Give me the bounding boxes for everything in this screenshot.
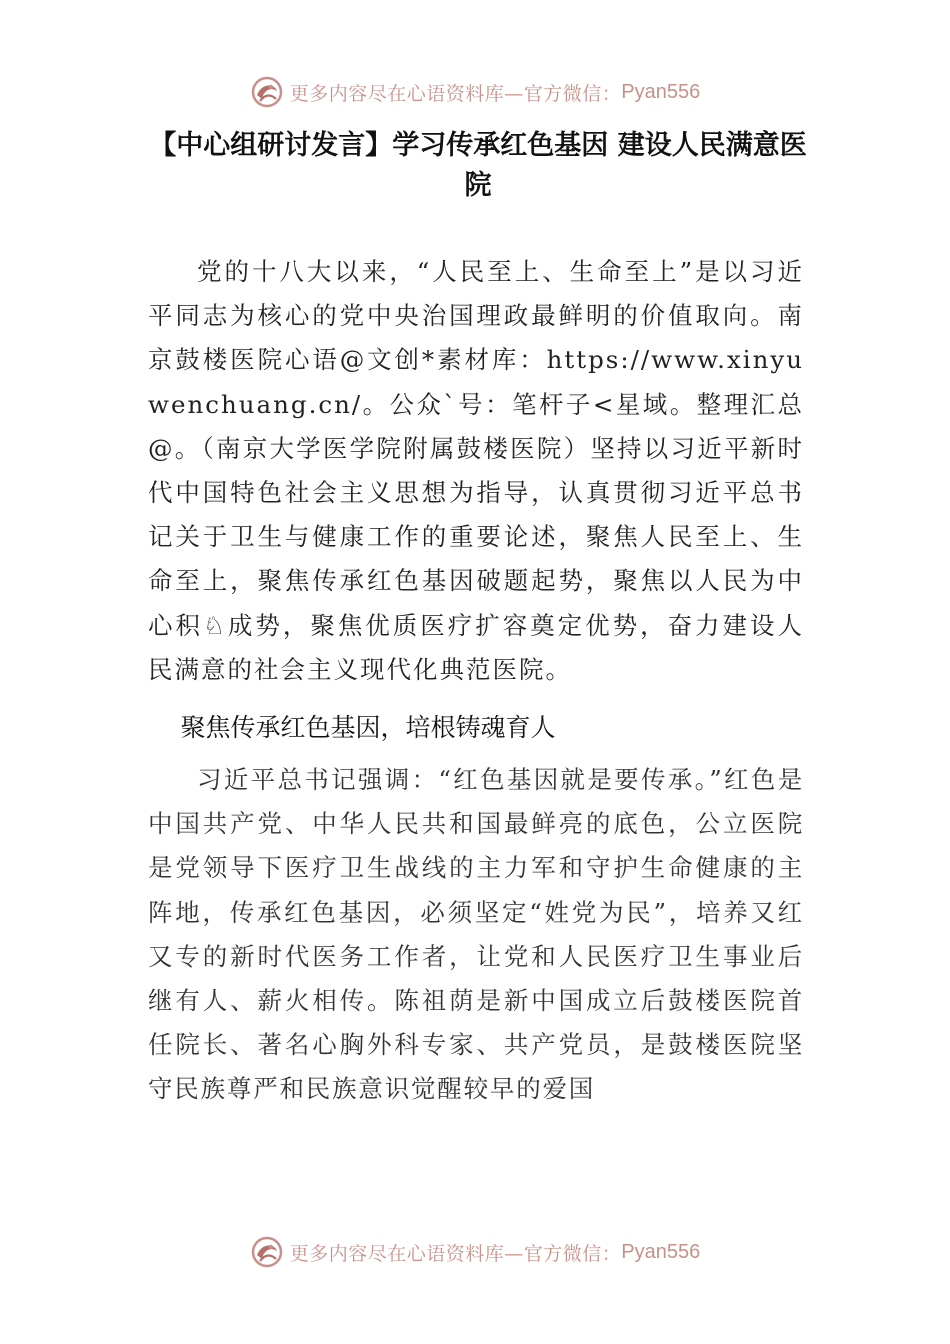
section-heading: 聚焦传承红色基因，培根铸魂育人	[180, 713, 556, 743]
section-paragraph: 习近平总书记强调：“红色基因就是要传承。”红色是中国共产党、中华人民共和国最鲜亮的底色，公立医院是党领导下医疗卫生战线的主力军和守护生命健康的主阵地，传承红色基因，必须坚定“姓党为民”，培养又红又专的新时代医务工作者，让党和人民医疗卫生事业后继有人、薪火相传。陈祖荫是新中国成立后鼓楼医院首任院长、著名心胸外科专家、共产党员，是鼓楼医院坚守民族尊严和民族意识觉醒较早的爱国	[148, 765, 804, 1104]
watermark-text: 更多内容尽在心语资料库—官方微信：	[289, 1242, 622, 1265]
header-watermark	[0, 72, 950, 112]
watermark-text: 更多内容尽在心语资料库—官方微信：	[289, 82, 622, 105]
document-title: 【中心组研讨发言】学习传承红色基因 建设人民满意医院	[149, 130, 807, 201]
swirl-logo-icon	[250, 75, 284, 109]
watermark-wechat-id: Pyan556	[621, 1240, 701, 1263]
footer-watermark	[0, 1232, 950, 1272]
intro-paragraph: 党的十八大以来，“人民至上、生命至上”是以习近平同志为核心的党中央治国理政最鲜明的价值取向。南京鼓楼医院心语@文创*素材库：https://www.xinyuwenchuang.cn/。公众`号：笔杆子<星域。整理汇总@。（南京大学医学院附属鼓楼医院）坚持以习近平新时代中国特色社会主义思想为指导，认真贯彻习近平总书记关于卫生与健康工作的重要论述，聚焦人民至上、生命至上，聚焦传承红色基因破题起势，聚焦以人民为中心积♘成势，聚焦优质医疗扩容奠定优势，奋力建设人民满意的社会主义现代化典范医院。	[148, 257, 804, 684]
document-body	[148, 250, 804, 1112]
watermark-wechat-id: Pyan556	[621, 80, 701, 103]
swirl-logo-icon	[250, 1235, 284, 1269]
